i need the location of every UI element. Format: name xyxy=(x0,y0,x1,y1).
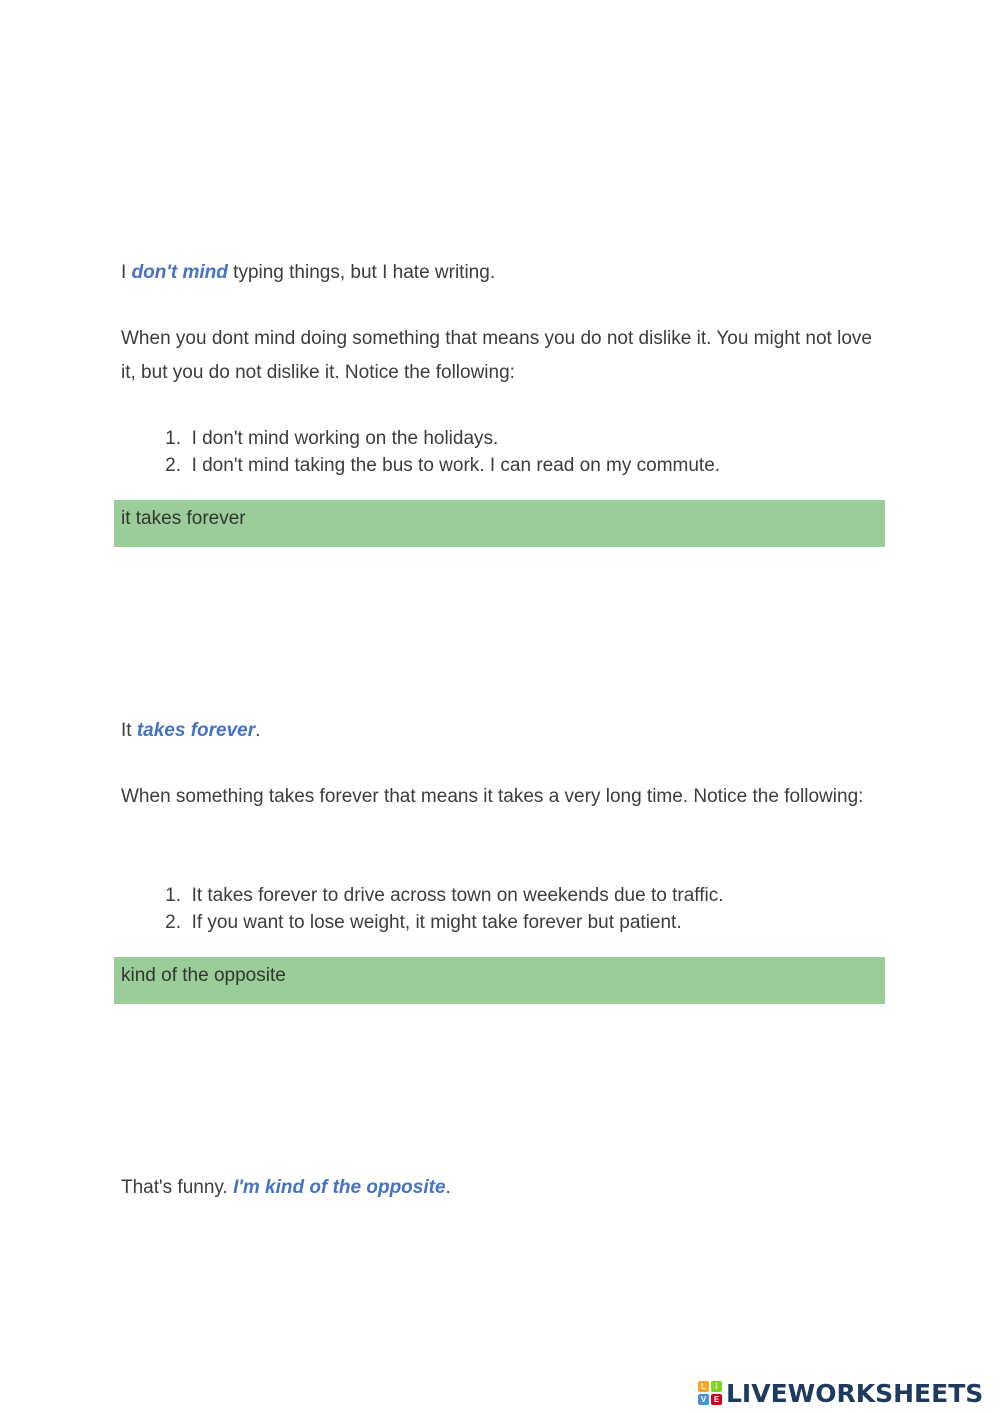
list-item-text: If you want to lose weight, it might take forever but patient. xyxy=(191,912,682,933)
sentence-2-before: It xyxy=(121,720,137,741)
answer-bar-2[interactable]: kind of the opposite xyxy=(114,957,885,1004)
logo-letter: V xyxy=(698,1394,709,1405)
sentence-1 xyxy=(121,262,495,284)
list-item-text: I don't mind taking the bus to work. I can read on my commute. xyxy=(191,455,721,476)
examples-list-1 xyxy=(121,425,720,479)
list-item xyxy=(121,882,723,909)
brand-name: LIVEWORKSHEETS xyxy=(726,1378,984,1408)
list-item-text: I don't mind working on the holidays. xyxy=(191,428,499,449)
liveworksheets-brand xyxy=(698,1378,983,1408)
list-item xyxy=(121,425,720,452)
sentence-1-after: typing things, but I hate writing. xyxy=(227,262,496,283)
list-item-number: 1. xyxy=(165,885,181,906)
list-item xyxy=(121,909,723,936)
explanation-1: When you dont mind doing something that means you do not dislike it. You might not love it, but you do not dislike it. Notice the following: xyxy=(121,328,872,383)
sentence-2 xyxy=(121,720,260,742)
answer-bar-1[interactable]: it takes forever xyxy=(114,500,885,547)
list-item-number: 2. xyxy=(165,912,181,933)
explanation-2: When something takes forever that means it takes a very long time. Notice the following: xyxy=(121,786,864,807)
sentence-1-phrase: don't mind xyxy=(131,262,228,283)
liveworksheets-logo-icon xyxy=(698,1381,722,1405)
examples-list-2 xyxy=(121,882,723,936)
sentence-3 xyxy=(121,1177,451,1199)
list-item-text: It takes forever to drive across town on weekends due to traffic. xyxy=(191,885,724,906)
sentence-1-before: I xyxy=(121,262,132,283)
list-item xyxy=(121,452,720,479)
logo-letter: L xyxy=(698,1381,709,1392)
list-item-number: 2. xyxy=(165,455,181,476)
logo-letter: E xyxy=(711,1394,722,1405)
sentence-2-after: . xyxy=(255,720,261,741)
sentence-3-after: . xyxy=(445,1177,451,1198)
sentence-3-before: That's funny. xyxy=(121,1177,234,1198)
sentence-3-phrase: I'm kind of the opposite xyxy=(233,1177,446,1198)
sentence-2-phrase: takes forever xyxy=(136,720,256,741)
logo-letter: I xyxy=(711,1381,722,1392)
list-item-number: 1. xyxy=(165,428,181,449)
